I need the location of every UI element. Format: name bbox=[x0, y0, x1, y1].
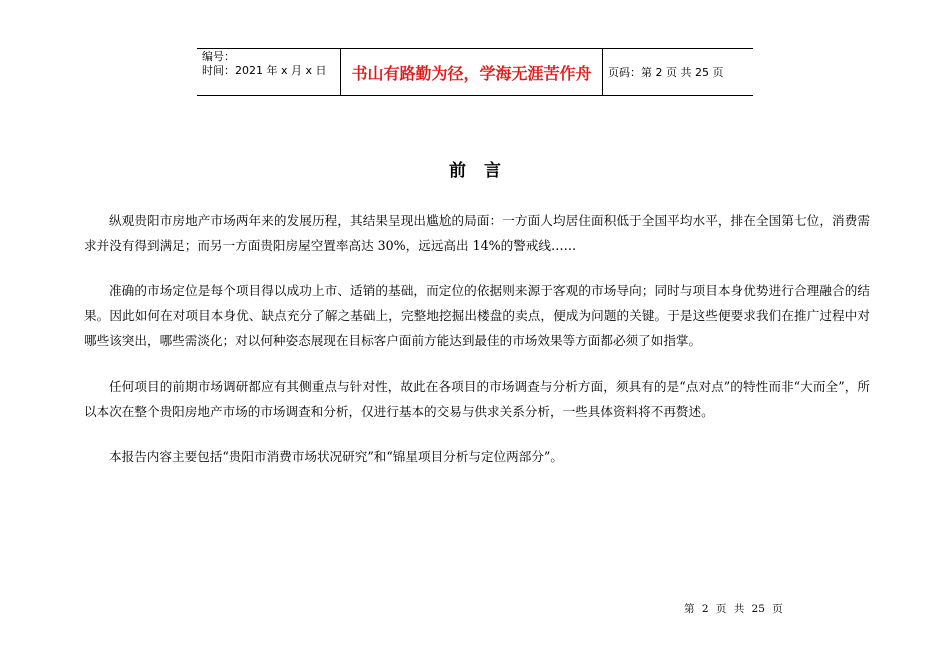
header-time-label: 时间：2021 年 x 月 x 日 bbox=[202, 64, 327, 77]
page-footer: 第 2 页 共 25 页 bbox=[684, 603, 783, 615]
header-divider-right bbox=[602, 48, 603, 96]
paragraph-1: 纵观贵阳市房地产市场两年来的发展历程，其结果呈现出尴尬的局面：一方面人均居住面积低于全国平均水平，排在全国第七位，消费需求并没有得到满足；而另一方面贵阳房屋空置率高达 30%，远远高出 14%的警戒线…… bbox=[84, 212, 870, 253]
header-motto: 书山有路勤为径，学海无涯苦作舟 bbox=[351, 63, 592, 83]
paragraph-4: 本报告内容主要包括“贵阳市消费市场状况研究”和“锦星项目分析与定位两部分”。 bbox=[109, 448, 563, 464]
paragraph-3: 任何项目的前期市场调研都应有其侧重点与针对性，故此在各项目的市场调查与分析方面，须具有的是“点对点”的特性而非“大而全”，所以本次在整个贵阳房地产市场的市场调查和分析，仅进行基本的交易与供求关系分析，一些具体资料将不再赘述。 bbox=[84, 378, 870, 419]
header-page-label: 页码：第 2 页 共 25 页 bbox=[608, 66, 724, 79]
header-number-label: 编号： bbox=[202, 50, 235, 63]
document-title: 前言 bbox=[449, 161, 519, 181]
header-meta bbox=[202, 50, 338, 78]
paragraph-2: 准确的市场定位是每个项目得以成功上市、适销的基础，而定位的依据则来源于客观的市场导向；同时与项目本身优势进行合理融合的结果。因此如何在对项目本身优、缺点充分了解之基础上，完整地挖掘出楼盘的卖点，便成为问题的关键。于是这些便要求我们在推广过程中对哪些该突出，哪些需淡化；对以何种姿态展现在目标客户面前方能达到最佳的市场效果等方面都必须了如指掌。 bbox=[84, 282, 870, 348]
